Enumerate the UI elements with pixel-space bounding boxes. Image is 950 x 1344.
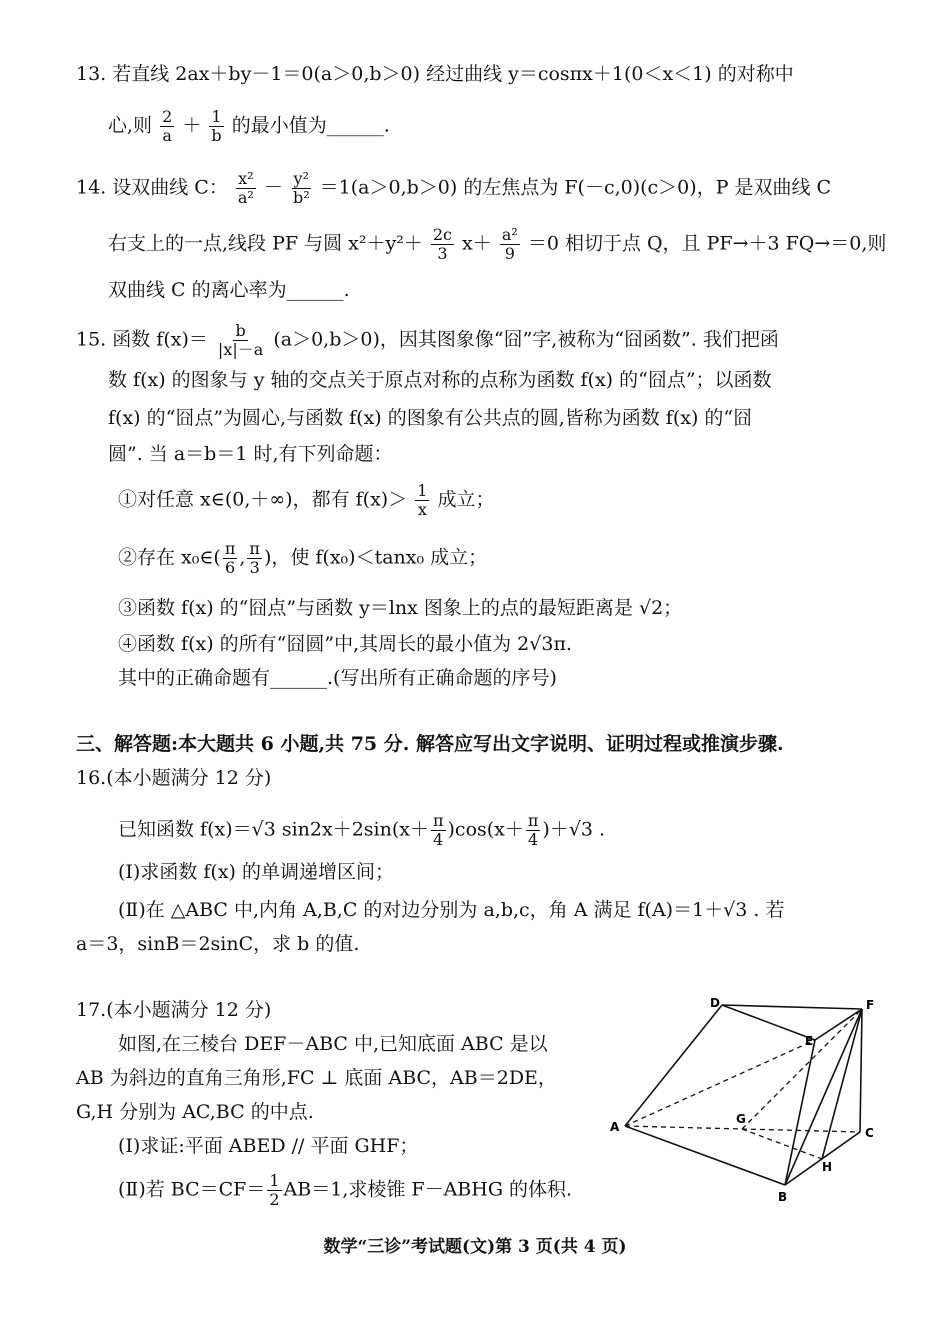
q15-item1: ①对任意 x∈(0,＋∞)，都有 f(x)＞ $\frac{1}{x}$ 成立； — [118, 481, 495, 519]
fraction-2c-3: $\frac{2c}{3}$ — [432, 225, 452, 263]
q17-line3: G,H 分别为 AC,BC 的中点. — [76, 1101, 314, 1123]
label-C: C — [865, 1126, 874, 1140]
q15-line1: 15. 函数 f(x)＝ $\frac{b}{|x|-a}$ (a＞0,b＞0)，因其图象像“囧”字,被称为“囧函数”. 我们把函 — [76, 321, 779, 359]
edge-DF — [722, 1005, 862, 1009]
fraction-b-over-abs: $\frac{b}{|x|-a}$ — [217, 321, 264, 359]
fraction-pi-6: $\frac{\pi}{6}$ — [224, 539, 236, 577]
fraction-1-2: $\frac{1}{2}$ — [269, 1171, 280, 1209]
label-E: E — [805, 1034, 814, 1048]
fraction-1-over-b: $\frac{1}{b}$ — [211, 107, 222, 145]
q13-line2: 心,则 $\frac{2}{a}$ ＋ $\frac{1}{b}$ 的最小值为______. — [108, 107, 390, 145]
label-B: B — [778, 1190, 788, 1204]
edge-DE — [722, 1005, 815, 1040]
q17-line2: AB 为斜边的直角三角形,FC ⊥ 底面 ABC，AB＝2DE， — [76, 1067, 557, 1089]
q16-part2-line2: a＝3，sinB＝2sinC，求 b 的值. — [76, 933, 360, 955]
edge-GF — [742, 1009, 862, 1129]
fraction-y2-b2: $\frac{\text{y²}}{\text{b²}}$ — [292, 169, 310, 207]
edge-BE — [785, 1040, 815, 1185]
label-G: G — [736, 1112, 746, 1126]
section-three-title: 三、解答题:本大题共 6 小题,共 75 分. 解答应写出文字说明、证明过程或推演步骤. — [76, 733, 784, 755]
fraction-1-over-x: $\frac{1}{x}$ — [417, 481, 428, 519]
edge-GH — [742, 1129, 822, 1159]
q17-part2: (Ⅱ)若 BC＝CF＝ $\frac{1}{2}$ AB＝1,求棱锥 F－ABHG 的体积. — [118, 1171, 573, 1209]
fraction-pi-4-a: $\frac{\pi}{4}$ — [433, 811, 444, 849]
page-footer: 数学“三诊”考试题(文)第 3 页(共 4 页) — [323, 1237, 627, 1257]
fraction-pi-4-b: $\frac{\pi}{4}$ — [527, 811, 539, 849]
q17-line1: 如图,在三棱台 DEF－ABC 中,已知底面 ABC 是以 — [118, 1033, 548, 1055]
q15-item3: ③函数 f(x) 的“囧点”与函数 y＝lnx 图象上的点的最短距离是 √2； — [118, 597, 683, 619]
q13-line1: 13. 若直线 2ax＋by－1＝0(a＞0,b＞0) 经过曲线 y＝cosπx＋1(0＜x＜1) 的对称中 — [76, 63, 794, 85]
edge-AD — [625, 1005, 722, 1126]
edge-AE — [625, 1040, 815, 1126]
q15-item4: ④函数 f(x) 的所有“囧圆”中,其周长的最小值为 2√3π. — [118, 633, 572, 655]
q16-heading: 16.(本小题满分 12 分) — [76, 767, 272, 789]
q14-line3: 双曲线 C 的离心率为______. — [108, 279, 350, 301]
q16-part1: (Ⅰ)求函数 f(x) 的单调递增区间； — [118, 861, 394, 883]
q16-function: 已知函数 f(x)＝√3 sin2x＋2sin(x＋ $\frac{\pi}{4}$ )cos(x＋ $\frac{\pi}{4}$ )＋√3 . — [118, 811, 606, 849]
q16-part2-line1: (Ⅱ)在 △ABC 中,内角 A,B,C 的对边分别为 a,b,c，角 A 满足 f(A)＝1＋√3 . 若 — [118, 899, 785, 921]
label-H: H — [822, 1160, 833, 1174]
q15-line2: 数 f(x) 的图象与 y 轴的交点关于原点对称的点称为函数 f(x) 的“囧点”；以函数 — [108, 369, 772, 391]
label-D: D — [710, 996, 720, 1010]
q15-item2: ②存在 x₀∈( $\frac{\pi}{6}$ , $\frac{\pi}{3}$ )，使 f(x₀)＜tanx₀ 成立； — [118, 539, 488, 577]
fraction-a2-9: $\frac{\text{a²}}{9}$ — [501, 225, 518, 263]
edge-FC — [860, 1009, 862, 1132]
frustum-figure — [600, 995, 890, 1210]
q17-heading: 17.(本小题满分 12 分) — [76, 999, 272, 1021]
q15-ending: 其中的正确命题有______.(写出所有正确命题的序号) — [118, 667, 557, 689]
q14-line2: 右支上的一点,线段 PF 与圆 x²＋y²＋ $\frac{2c}{3}$ x＋ $\frac{\text{a²}}{9}$ ＝0 相切于点 Q，且 PF→＋3 FQ→＝0,则 — [108, 225, 887, 263]
q15-line3: f(x) 的“囧点”为圆心,与函数 f(x) 的图象有公共点的圆,皆称为函数 f(x) 的“囧 — [108, 407, 753, 429]
fraction-x2-a2: $\frac{\text{x²}}{\text{a²}}$ — [237, 169, 254, 207]
fraction-pi-3: $\frac{\pi}{3}$ — [249, 539, 260, 577]
label-A: A — [610, 1120, 620, 1134]
label-F: F — [866, 998, 875, 1012]
edge-AB — [625, 1126, 785, 1185]
q15-line4: 圆”. 当 a＝b＝1 时,有下列命题： — [108, 443, 393, 465]
fraction-2-over-a: $\frac{2}{a}$ — [162, 107, 173, 145]
q17-part1: (Ⅰ)求证:平面 ABED // 平面 GHF； — [118, 1135, 419, 1157]
q14-line1: 14. 设双曲线 C： $\frac{\text{x²}}{\text{a²}}$ － $\frac{\text{y²}}{\text{b²}}$ ＝1(a＞0,b＞0) 的左焦点为 F(－c,0)(c＞0)，P 是双曲线 C — [76, 169, 832, 207]
